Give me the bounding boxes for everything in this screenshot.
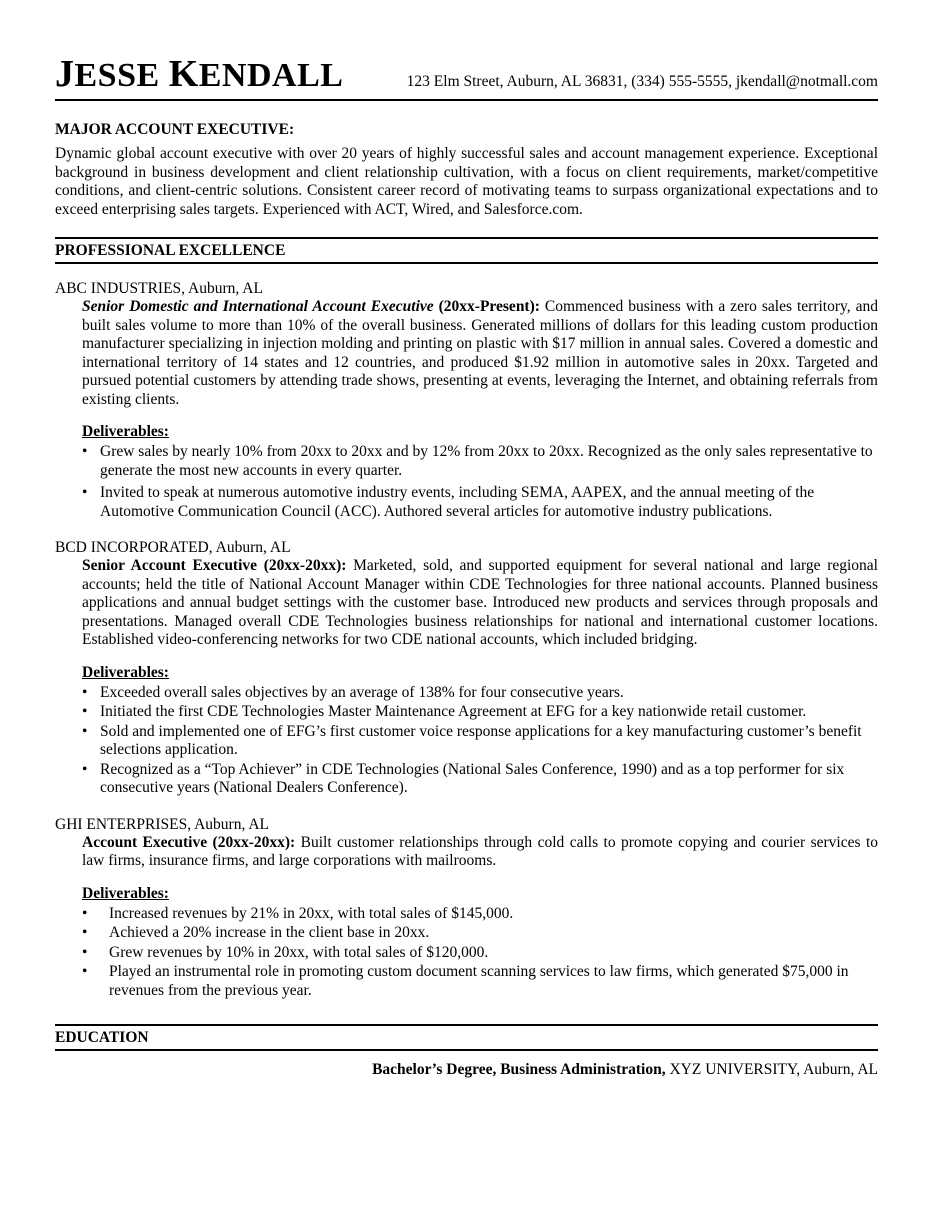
name-first-initial: J — [55, 53, 75, 95]
deliverables-list — [55, 905, 878, 1001]
objective-title: MAJOR ACCOUNT EXECUTIVE: — [55, 121, 295, 138]
list-item — [55, 924, 878, 943]
list-item — [55, 944, 878, 963]
list-item — [55, 905, 878, 924]
deliverable-text: Played an instrumental role in promoting custom document scanning services to law firms, which generated $75,000 in revenues from the previous year. — [109, 963, 849, 999]
bullet-icon: • — [82, 722, 88, 740]
deliverables-label: Deliverables: — [82, 423, 169, 440]
company-name: GHI ENTERPRISES, Auburn, AL — [55, 815, 269, 833]
list-item — [55, 484, 878, 521]
section-bottom-rule — [55, 262, 878, 264]
deliverable-text: Grew revenues by 10% in 20xx, with total sales of $120,000. — [109, 943, 489, 961]
bullet-icon: • — [82, 924, 88, 941]
name-last-initial: K — [168, 53, 199, 95]
header-divider — [55, 99, 878, 101]
job-summary: Built customer relationships through cold calls to promote copying and courier services to law firms, insurance firms, and large corporations with mailrooms. — [82, 833, 879, 869]
job-role: Senior Account Executive (20xx-20xx): — [82, 557, 347, 574]
job-role: Account Executive (20xx-20xx): — [82, 833, 296, 851]
name-first-rest: ESSE — [74, 57, 160, 94]
company-name: BCD INCORPORATED, Auburn, AL — [55, 539, 291, 556]
list-item — [55, 684, 878, 703]
list-item — [55, 761, 878, 798]
resume-header — [55, 55, 878, 93]
deliverables-list — [55, 443, 878, 521]
bullet-icon: • — [82, 443, 88, 460]
contact-info: 123 Elm Street, Auburn, AL 36831, (334) 555-5555, jkendall@notmall.com — [406, 73, 878, 90]
list-item — [55, 723, 878, 760]
bullet-icon: • — [82, 484, 88, 501]
deliverable-text: Initiated the first CDE Technologies Master Maintenance Agreement at EFG for a key nationwide retail customer. — [100, 703, 807, 720]
education-section-header — [55, 1024, 878, 1051]
school: XYZ UNIVERSITY, Auburn, AL — [665, 1061, 878, 1078]
deliverable-text: Increased revenues by 21% in 20xx, with total sales of $145,000. — [109, 904, 514, 922]
list-item — [55, 963, 878, 1000]
list-item — [55, 703, 878, 722]
deliverable-text: Invited to speak at numerous automotive industry events, including SEMA, AAPEX, and the annual meeting of the Automotive Communication Council (ACC). Authored several articles for automotive industry publications. — [100, 484, 815, 520]
deliverable-text: Grew sales by nearly 10% from 20xx to 20xx and by 12% from 20xx to 20xx. Recognized as the only sales representative to generate the most new accounts in every quarter. — [100, 443, 873, 479]
name-last-rest: ENDALL — [198, 57, 344, 94]
deliverable-text: Achieved a 20% increase in the client base in 20xx. — [109, 924, 430, 941]
job-summary: Commenced business with a zero sales territory, and built sales volume to more than 10% of the overall business. Generated millions of dollars for this leading custom production manufacturer specializing in injection molding and printing on plastic with $17 million in annual sales. Covered a domestic and international territory of 14 states and 12 countries, and produced $1.92 million in automotive sales in 20xx. Targeted and pursued potential customers by attending trade shows, presenting at events, leveraging the Internet, and obtaining referrals from existing clients. — [82, 298, 878, 408]
bullet-icon: • — [82, 703, 88, 720]
deliverables-list — [55, 684, 878, 798]
job-summary: Marketed, sold, and supported equipment for several national and large regional accounts; held the title of National Account Manager within CDE Technologies for three national accounts. Planned business applications and annual budget settings with the customer base. Introduced new products and services through proposals and presentations. Managed overall CDE Technologies business relationships for national and international customer locations. Established video-conferencing networks for two CDE national accounts, which included bridging. — [82, 557, 878, 648]
bullet-icon: • — [82, 760, 88, 778]
job-description — [82, 834, 878, 871]
bullet-icon: • — [82, 904, 88, 922]
section-heading: PROFESSIONAL EXCELLENCE — [55, 242, 286, 259]
job-description — [82, 557, 878, 650]
objective-summary: Dynamic global account executive with over 20 years of highly successful sales and account management experience. Exceptional background in business development and client relationship cultivation, with a focus on client requirements, market/competitive conditions, and client-centric solutions. Consistent career record of motivating teams to surpass organizational expectations and to exceed enterprising sales targets. Experienced with ACT, Wired, and Salesforce.com. — [55, 145, 878, 218]
job-role: Senior Domestic and International Account Executive — [82, 298, 434, 315]
company-name: ABC INDUSTRIES, Auburn, AL — [55, 280, 263, 297]
applicant-name — [55, 55, 343, 93]
deliverables-label: Deliverables: — [82, 884, 169, 902]
job-dates: (20xx-Present): — [433, 298, 540, 315]
deliverables-label: Deliverables: — [82, 663, 169, 681]
resume-page — [55, 55, 878, 1079]
bullet-icon: • — [82, 683, 88, 701]
degree: Bachelor’s Degree, Business Administration, — [372, 1061, 666, 1078]
deliverable-text: Sold and implemented one of EFG’s first customer voice response applications for a key manufacturing customer’s benefit selections application. — [100, 722, 862, 758]
deliverable-text: Recognized as a “Top Achiever” in CDE Technologies (National Sales Conference, 1990) and as a top performer for six consecutive years (National Dealers Conference). — [100, 760, 845, 796]
section-heading: EDUCATION — [55, 1029, 149, 1046]
section-bottom-rule — [55, 1049, 878, 1051]
list-item — [55, 443, 878, 480]
deliverable-text: Exceeded overall sales objectives by an average of 138% for four consecutive years. — [100, 683, 624, 701]
job-description — [82, 298, 878, 409]
bullet-icon: • — [82, 963, 88, 980]
education-entry — [55, 1061, 878, 1079]
experience-section-header — [55, 237, 878, 264]
bullet-icon: • — [82, 943, 88, 961]
